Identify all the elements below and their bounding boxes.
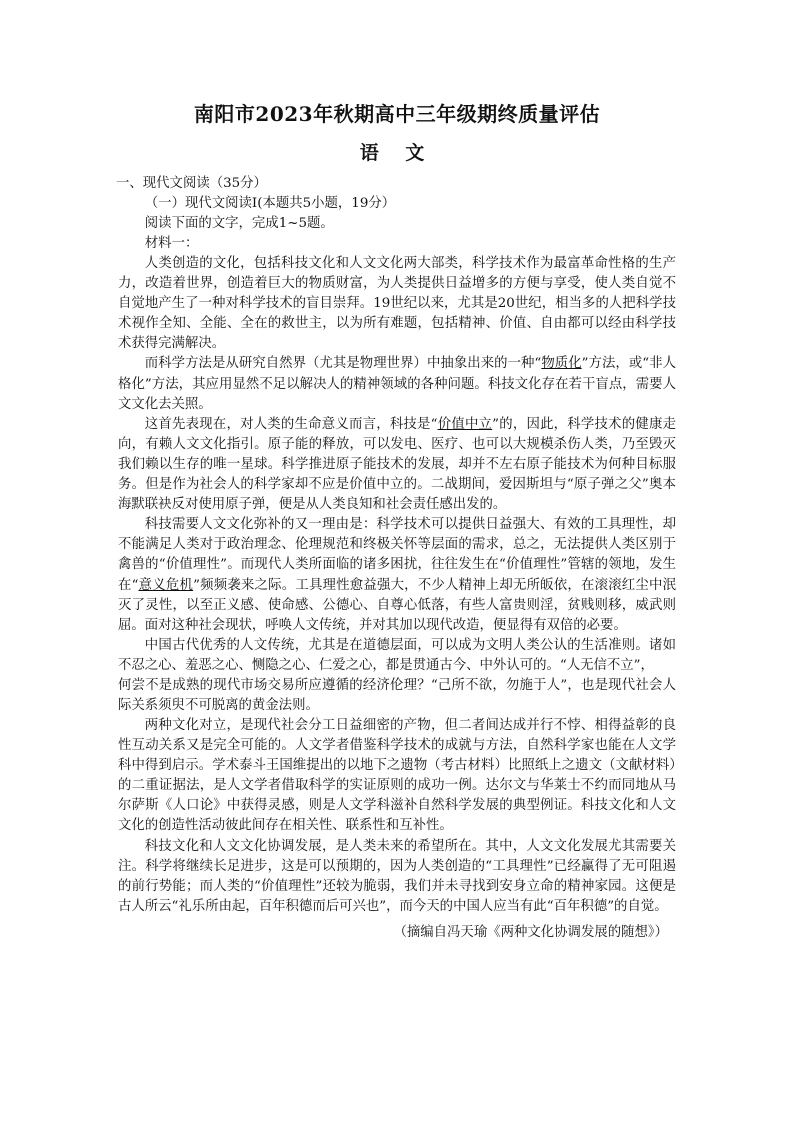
material-label: 材料一：	[144, 236, 199, 251]
paragraph-3-text-a: 这首先表现在，对人类的生命意义而言，科技是“	[144, 416, 438, 432]
underlined-term-meaning-crisis: 意义危机	[138, 577, 194, 593]
paragraph-1: 人类创造的文化，包括科技文化和人文文化两大部类，科学技术作为最富革命性格的生产力，改造着世界，创造着巨大的物质财富，为人类提供日益增多的方便与享受，使人类自觉不自觉地产生了一种对科学技术的盲目崇拜。19世纪以来，尤其是20世纪，相当多的人把科学技术视作全知、全能、全在的救世主，以为所有难题，包括精神、价值、自由都可以经由科学技术获得完满解决。	[118, 256, 676, 352]
underlined-term-value-neutral: 价值中立	[437, 416, 493, 432]
paragraph-5: 中国古代优秀的人文传统，尤其是在道德层面，可以成为文明人类公认的生活准则。诸如不忍之心、羞恶之心、恻隐之心、仁爱之心，都是贯通古今、中外认可的。“人无信不立”，	[118, 637, 676, 673]
paragraph-4	[118, 515, 676, 636]
paragraph-2-text-a: 而科学方法是从研究自然界（尤其是物理世界）中抽象出来的一种“	[144, 356, 542, 372]
instruction-text: 阅读下面的文字，完成1~5题。	[144, 216, 334, 231]
underlined-term-materialization: 物质化	[541, 356, 582, 372]
paragraph-2	[118, 354, 676, 414]
paragraph-4-text-b: ”频频袭来之际。工具理性愈益强大，不少人精神上却无所皈依，在滚滚红尘中泯灭了灵性，以至正义感、使命感、公德心、自尊心低落，有些人富贵则淫，贫贱则移，威武则屈。面对这种社会现状，呼唤人文传统，并对其加以现代改造，便显得有双倍的必要。	[118, 577, 676, 633]
paragraph-3	[118, 415, 676, 515]
exam-page	[118, 100, 676, 943]
paragraph-3-text-b: ”的，因此，科学技术的健康走向，有赖人文文化指引。原子能的释放，可以发电、医疗、也可以大规模杀伤人类，乃至毁灭我们赖以生存的唯一星球。科学推进原子能技术的发展，却并不左右原子能技术为何种目标服务。但是作为社会人的科学家却不应是价值中立的。二战期间，爱因斯坦与“原子弹之父”奥本海默联袂反对使用原子弹，便是从人类良知和社会责任感出发的。	[118, 416, 676, 513]
paragraph-7: 科技文化和人文文化协调发展，是人类未来的希望所在。其中，人文文化发展尤其需要关注。科学将继续长足进步，这是可以预期的，因为人类创造的“工具理性”已经赢得了无可阻遏的前行势能；而人类的“价值理性”还较为脆弱，我们并未寻找到安身立命的精神家园。这便是古人所云“礼乐所由起，百年积德而后可兴也”，而今天的中国人应当有此“百年积德”的自觉。	[118, 838, 676, 914]
exam-title: 南阳市2023年秋期高中三年级期终质量评估	[193, 102, 601, 126]
section-subheading: （一）现代文阅读Ⅰ(本题共5小题，19分）	[144, 196, 396, 211]
section-heading: 一、现代文阅读（35分）	[116, 176, 267, 191]
paragraph-2-text-b: ”方法，或“非人格化”方法，其应用显然不足以解决人的精神领域的各种问题。科技文化存在若干盲点，需要人文文化去关照。	[118, 356, 677, 412]
paragraph-4-text-a: 科技需要人文文化弥补的又一理由是：科学技术可以提供日益强大、有效的工具理性，却不能满足人类对于政治理念、伦理规范和终极关怀等层面的需求，总之，无法提供人类区别于禽兽的“价值理性”。而现代人类所面临的诸多困扰，往往发生在“价值理性”管辖的领地，发生在“	[118, 517, 676, 593]
paragraph-5-continuation: 何尝不是成熟的现代市场交易所应遵循的经济伦理？“己所不欲，勿施于人”，也是现代社会人际关系须臾不可脱离的黄金法则。	[118, 677, 676, 713]
source-citation: （摘编自冯天瑜《两种文化协调发展的随想》）	[393, 924, 668, 940]
paragraph-6: 两种文化对立，是现代社会分工日益细密的产物，但二者间达成并行不悖、相得益彰的良性互动关系又是完全可能的。人文学者借鉴科学技术的成就与方法，自然科学家也能在人文学科中得到启示。学术泰斗王国维提出的以地下之遗物（考古材料）比照纸上之遗文（文献材料）的二重证据法，是人文学者借取科学的实证原则的成功一例。达尔文与华莱士不约而同地从马尔萨斯《人口论》中获得灵感，则是人文学科滋补自然科学发展的典型例证。科技文化和人文文化的创造性活动彼此间存在相关性、联系性和互补性。	[118, 717, 676, 834]
subject-title: 语 文	[359, 142, 435, 164]
